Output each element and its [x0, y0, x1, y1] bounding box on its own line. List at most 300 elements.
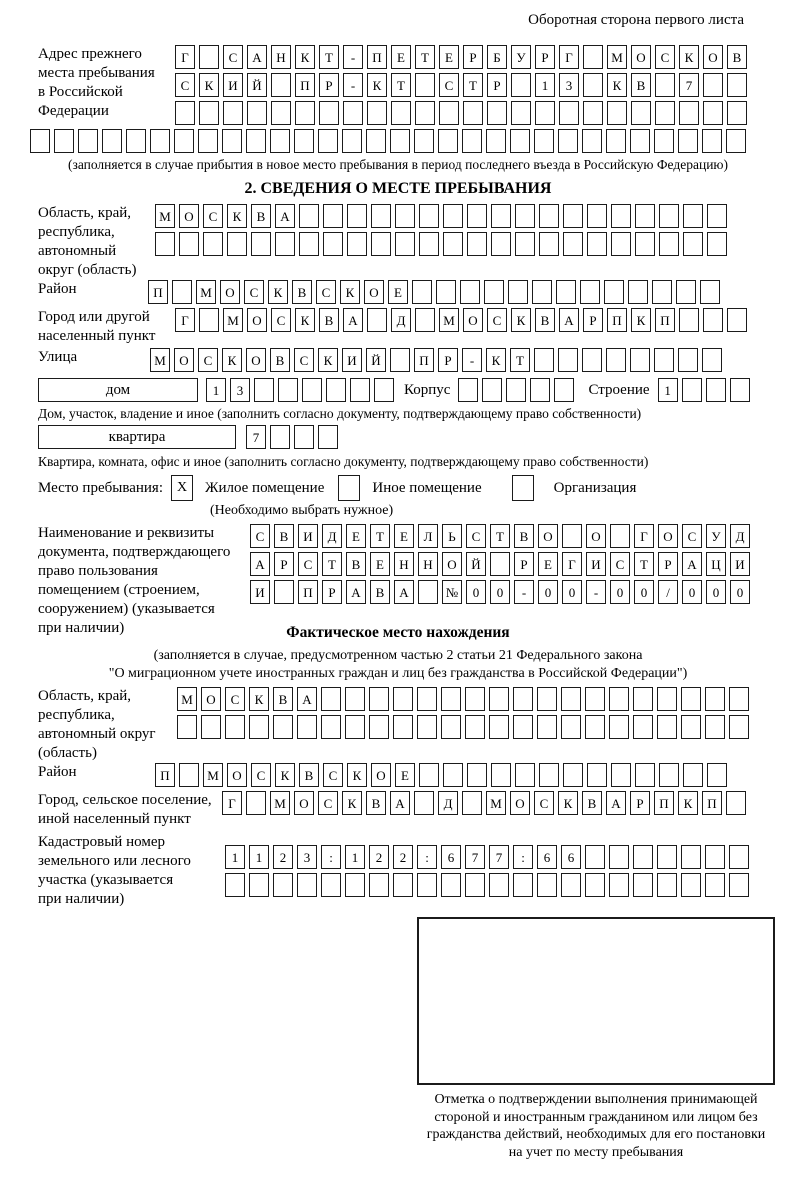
note-line: "О миграционном учете иностранных граждан и лиц без гражданства в Российской Федерации")	[108, 665, 688, 681]
char-cell	[175, 101, 195, 125]
char-cell: О	[294, 791, 314, 815]
char-cell: 0	[466, 580, 486, 604]
char-cell: 0	[562, 580, 582, 604]
prev-address-block	[38, 45, 758, 125]
char-cell: В	[514, 524, 534, 548]
char-row	[206, 378, 394, 402]
char-cell: :	[321, 845, 341, 869]
label-line: документа, подтверждающего	[38, 544, 231, 560]
char-cell: Й	[247, 73, 267, 97]
char-cell	[587, 763, 607, 787]
char-cell	[297, 873, 317, 897]
char-cell: К	[275, 763, 295, 787]
char-cell: В	[319, 308, 339, 332]
char-cell: Д	[730, 524, 750, 548]
char-cell	[294, 129, 314, 153]
char-cell	[606, 348, 626, 372]
char-cell	[179, 763, 199, 787]
char-cell: В	[631, 73, 651, 97]
char-cell	[707, 763, 727, 787]
char-cell	[318, 425, 338, 449]
char-cell	[537, 873, 557, 897]
char-cell	[484, 280, 504, 304]
char-cell	[462, 791, 482, 815]
char-cell	[610, 524, 630, 548]
char-cell	[443, 763, 463, 787]
char-cell	[297, 715, 317, 739]
char-cell	[254, 378, 274, 402]
organization-label: Организация	[553, 479, 637, 496]
char-cell	[510, 129, 530, 153]
char-cell: С	[610, 552, 630, 576]
char-cell	[727, 101, 747, 125]
char-cell	[321, 715, 341, 739]
char-cell: 7	[489, 845, 509, 869]
caption-line: на учет по месту пребывания	[508, 1144, 684, 1160]
label-line: Адрес прежнего	[38, 46, 142, 62]
char-cell: М	[486, 791, 506, 815]
char-cell	[319, 101, 339, 125]
char-cell	[702, 348, 722, 372]
char-cell: 3	[559, 73, 579, 97]
char-cell	[414, 129, 434, 153]
char-cell: О	[538, 524, 558, 548]
char-cell	[441, 687, 461, 711]
label-line: Область, край,	[38, 205, 132, 221]
char-cell: 0	[730, 580, 750, 604]
char-cell	[563, 763, 583, 787]
actual-district-block	[38, 763, 758, 787]
char-cell	[633, 873, 653, 897]
char-cell	[419, 232, 439, 256]
char-cell	[417, 715, 437, 739]
prev-address-overflow-row	[30, 129, 758, 153]
char-cell: И	[730, 552, 750, 576]
char-cell	[249, 873, 269, 897]
actual-city-block	[38, 791, 758, 829]
char-cell	[609, 845, 629, 869]
char-cell: Р	[463, 45, 483, 69]
char-cell	[369, 715, 389, 739]
char-row	[250, 524, 750, 548]
char-cell	[374, 378, 394, 402]
char-cell: С	[294, 348, 314, 372]
char-cell: Е	[346, 524, 366, 548]
char-cell: О	[247, 308, 267, 332]
char-cell	[415, 73, 435, 97]
char-cell	[414, 791, 434, 815]
city-label	[38, 308, 175, 346]
label-line: округ (область)	[38, 262, 137, 278]
char-cell: Г	[222, 791, 242, 815]
char-cell: А	[343, 308, 363, 332]
char-cell	[654, 129, 674, 153]
char-cell: 2	[393, 845, 413, 869]
char-cell	[274, 580, 294, 604]
char-cell	[539, 763, 559, 787]
char-cell: К	[342, 791, 362, 815]
char-cell	[491, 232, 511, 256]
char-cell	[681, 845, 701, 869]
char-cell: С	[487, 308, 507, 332]
char-cell: Е	[395, 763, 415, 787]
house-note: Дом, участок, владение и иное (заполнить согласно документу, подтверждающему право собственности)	[38, 406, 642, 421]
char-cell: К	[318, 348, 338, 372]
char-cell: П	[295, 73, 315, 97]
char-cell: В	[299, 763, 319, 787]
char-cell	[275, 232, 295, 256]
char-cell	[179, 232, 199, 256]
char-cell	[199, 101, 219, 125]
char-cell	[199, 308, 219, 332]
char-cell: С	[203, 204, 223, 228]
stamp-area	[396, 917, 796, 1161]
cadastre-block	[38, 833, 758, 909]
char-cell	[487, 101, 507, 125]
actual-location-note	[38, 647, 758, 682]
char-cell: С	[534, 791, 554, 815]
char-cell	[273, 873, 293, 897]
label-line: места пребывания	[38, 65, 155, 81]
char-cell: В	[582, 791, 602, 815]
char-cell	[172, 280, 192, 304]
char-cell: К	[607, 73, 627, 97]
char-cell	[150, 129, 170, 153]
char-cell: О	[227, 763, 247, 787]
char-cell	[582, 129, 602, 153]
char-cell	[630, 129, 650, 153]
char-cell: В	[270, 348, 290, 372]
char-cell: К	[679, 45, 699, 69]
char-cell	[515, 204, 535, 228]
char-cell	[345, 715, 365, 739]
char-cell: Р	[274, 552, 294, 576]
char-cell	[583, 101, 603, 125]
char-cell: В	[292, 280, 312, 304]
char-cell	[366, 129, 386, 153]
char-cell	[539, 204, 559, 228]
char-cell: М	[607, 45, 627, 69]
char-cell: Д	[322, 524, 342, 548]
char-cell	[682, 378, 702, 402]
prev-address-note: (заполняется в случае прибытия в новое место пребывания в период последнего въезда в Российскую Федерацию)	[67, 157, 729, 172]
char-cell: П	[298, 580, 318, 604]
char-cell: 7	[679, 73, 699, 97]
char-cell	[657, 873, 677, 897]
char-cell: 1	[249, 845, 269, 869]
char-cell: И	[223, 73, 243, 97]
char-cell: У	[706, 524, 726, 548]
char-cell: О	[179, 204, 199, 228]
char-cell	[652, 280, 672, 304]
right-document-block	[38, 524, 758, 638]
char-cell	[583, 73, 603, 97]
char-cell: Л	[418, 524, 438, 548]
street-label: Улица	[38, 349, 78, 365]
char-row	[155, 204, 727, 228]
char-cell: С	[198, 348, 218, 372]
char-row	[150, 348, 722, 372]
char-cell: Ц	[706, 552, 726, 576]
char-cell	[609, 687, 629, 711]
char-cell	[489, 715, 509, 739]
stay-type-label: Место пребывания:	[38, 479, 163, 496]
char-row	[177, 687, 749, 711]
char-cell: К	[295, 308, 315, 332]
char-cell: О	[371, 763, 391, 787]
char-row	[250, 580, 750, 604]
char-cell: К	[268, 280, 288, 304]
label-line: Наименование и реквизиты	[38, 525, 215, 541]
right-document-label	[38, 524, 250, 638]
char-cell: О	[442, 552, 462, 576]
actual-region-rows	[177, 687, 749, 739]
char-cell	[611, 763, 631, 787]
char-cell: Р	[658, 552, 678, 576]
char-cell: Г	[562, 552, 582, 576]
char-cell: А	[394, 580, 414, 604]
char-cell: 0	[490, 580, 510, 604]
char-cell	[443, 232, 463, 256]
char-cell: С	[298, 552, 318, 576]
note-line: (заполняется в случае, предусмотренном частью 2 статьи 21 Федерального закона	[153, 648, 643, 663]
char-cell	[506, 378, 526, 402]
label-line: автономный	[38, 243, 117, 259]
char-cell: 1	[206, 378, 226, 402]
char-cell	[611, 204, 631, 228]
char-cell: А	[250, 552, 270, 576]
char-cell	[633, 687, 653, 711]
char-cell	[707, 232, 727, 256]
char-cell	[539, 232, 559, 256]
char-cell	[609, 873, 629, 897]
char-cell: Т	[370, 524, 390, 548]
char-cell: Б	[487, 45, 507, 69]
char-cell: О	[463, 308, 483, 332]
char-cell: И	[298, 524, 318, 548]
char-cell: 0	[706, 580, 726, 604]
char-cell: К	[222, 348, 242, 372]
char-cell	[465, 715, 485, 739]
char-cell: В	[366, 791, 386, 815]
char-cell: Н	[271, 45, 291, 69]
char-cell: 0	[610, 580, 630, 604]
char-cell	[460, 280, 480, 304]
char-cell: Й	[466, 552, 486, 576]
char-row	[250, 552, 750, 576]
label-line: Область, край,	[38, 688, 132, 704]
char-cell: П	[155, 763, 175, 787]
actual-district-label: Район	[38, 764, 77, 780]
char-cell	[395, 232, 415, 256]
char-cell	[393, 687, 413, 711]
char-cell	[369, 873, 389, 897]
char-cell	[177, 715, 197, 739]
char-cell	[657, 687, 677, 711]
char-cell: П	[414, 348, 434, 372]
char-cell	[489, 873, 509, 897]
char-cell: Р	[514, 552, 534, 576]
label-line: помещением (строением,	[38, 582, 200, 598]
char-cell	[246, 129, 266, 153]
char-cell: №	[442, 580, 462, 604]
char-cell: Т	[391, 73, 411, 97]
other-premises-checkbox	[338, 475, 360, 501]
char-cell: К	[295, 45, 315, 69]
char-cell: П	[367, 45, 387, 69]
char-cell	[628, 280, 648, 304]
char-cell: 1	[535, 73, 555, 97]
char-cell: А	[606, 791, 626, 815]
char-cell: Е	[370, 552, 390, 576]
char-cell	[630, 348, 650, 372]
char-row	[175, 45, 747, 69]
label-line: участка (указывается	[38, 872, 174, 888]
char-row	[658, 378, 750, 402]
char-cell	[659, 232, 679, 256]
other-premises-label: Иное помещение	[372, 479, 482, 496]
char-cell	[227, 232, 247, 256]
char-cell: П	[702, 791, 722, 815]
char-cell	[273, 715, 293, 739]
char-cell: Т	[490, 524, 510, 548]
char-cell: Н	[418, 552, 438, 576]
char-cell	[203, 232, 223, 256]
char-row	[155, 232, 727, 256]
char-cell: К	[340, 280, 360, 304]
char-cell: А	[346, 580, 366, 604]
char-cell	[342, 129, 362, 153]
char-cell: Е	[538, 552, 558, 576]
char-cell	[412, 280, 432, 304]
char-cell: С	[251, 763, 271, 787]
char-cell	[393, 715, 413, 739]
label-line: автономный округ	[38, 726, 156, 742]
char-cell	[587, 204, 607, 228]
char-cell	[393, 873, 413, 897]
char-cell: В	[370, 580, 390, 604]
char-cell	[705, 873, 725, 897]
label-line: республика,	[38, 224, 115, 240]
char-cell: О	[510, 791, 530, 815]
char-cell	[294, 425, 314, 449]
district-label: Район	[38, 281, 77, 297]
char-cell: Н	[394, 552, 414, 576]
char-cell: В	[727, 45, 747, 69]
char-cell	[513, 873, 533, 897]
char-cell	[482, 378, 502, 402]
char-cell	[556, 280, 576, 304]
char-cell	[583, 45, 603, 69]
actual-region-block	[38, 687, 758, 763]
char-cell	[676, 280, 696, 304]
char-row	[222, 791, 746, 815]
char-cell: 3	[230, 378, 250, 402]
char-cell: К	[511, 308, 531, 332]
char-cell	[198, 129, 218, 153]
char-cell: М	[203, 763, 223, 787]
char-cell	[726, 791, 746, 815]
char-cell	[251, 232, 271, 256]
char-cell: 6	[561, 845, 581, 869]
char-cell: К	[558, 791, 578, 815]
char-cell: -	[514, 580, 534, 604]
char-cell: К	[347, 763, 367, 787]
char-cell	[222, 129, 242, 153]
char-cell	[438, 129, 458, 153]
char-cell: Й	[366, 348, 386, 372]
char-cell: 0	[682, 580, 702, 604]
char-cell	[390, 129, 410, 153]
char-cell	[441, 715, 461, 739]
char-cell	[657, 715, 677, 739]
char-cell: 2	[369, 845, 389, 869]
char-cell	[558, 348, 578, 372]
char-cell	[511, 73, 531, 97]
char-cell	[467, 204, 487, 228]
char-cell	[530, 378, 550, 402]
char-cell	[347, 204, 367, 228]
char-cell	[391, 101, 411, 125]
char-cell	[491, 763, 511, 787]
char-cell: С	[318, 791, 338, 815]
char-cell: Г	[559, 45, 579, 69]
char-cell: К	[631, 308, 651, 332]
char-cell: С	[316, 280, 336, 304]
char-cell	[126, 129, 146, 153]
char-cell: Р	[319, 73, 339, 97]
char-cell: С	[250, 524, 270, 548]
char-cell	[683, 204, 703, 228]
char-cell	[225, 873, 245, 897]
char-cell: В	[274, 524, 294, 548]
char-cell: В	[273, 687, 293, 711]
char-cell	[441, 873, 461, 897]
char-cell	[318, 129, 338, 153]
char-cell: А	[275, 204, 295, 228]
actual-region-label	[38, 687, 177, 763]
char-cell	[659, 763, 679, 787]
char-cell: С	[466, 524, 486, 548]
stroenie-label: Строение	[588, 381, 650, 398]
char-cell: О	[658, 524, 678, 548]
prev-address-rows	[175, 45, 747, 125]
char-cell	[561, 715, 581, 739]
char-cell: К	[249, 687, 269, 711]
char-cell: С	[323, 763, 343, 787]
char-cell: О	[201, 687, 221, 711]
district-block	[38, 280, 758, 304]
char-cell	[367, 308, 387, 332]
char-cell	[563, 232, 583, 256]
char-row	[225, 845, 749, 869]
section2-title: 2. СВЕДЕНИЯ О МЕСТЕ ПРЕБЫВАНИЯ	[244, 180, 552, 197]
char-cell: 6	[537, 845, 557, 869]
char-cell: С	[225, 687, 245, 711]
char-cell	[561, 687, 581, 711]
char-cell: Т	[510, 348, 530, 372]
char-row	[225, 873, 749, 897]
char-cell	[678, 348, 698, 372]
char-cell: 2	[273, 845, 293, 869]
label-line: при наличии)	[38, 891, 125, 907]
organization-checkbox	[512, 475, 534, 501]
char-cell: С	[655, 45, 675, 69]
char-cell: Е	[439, 45, 459, 69]
right-document-rows	[250, 524, 750, 604]
label-line: Город или другой	[38, 309, 150, 325]
char-cell	[418, 580, 438, 604]
